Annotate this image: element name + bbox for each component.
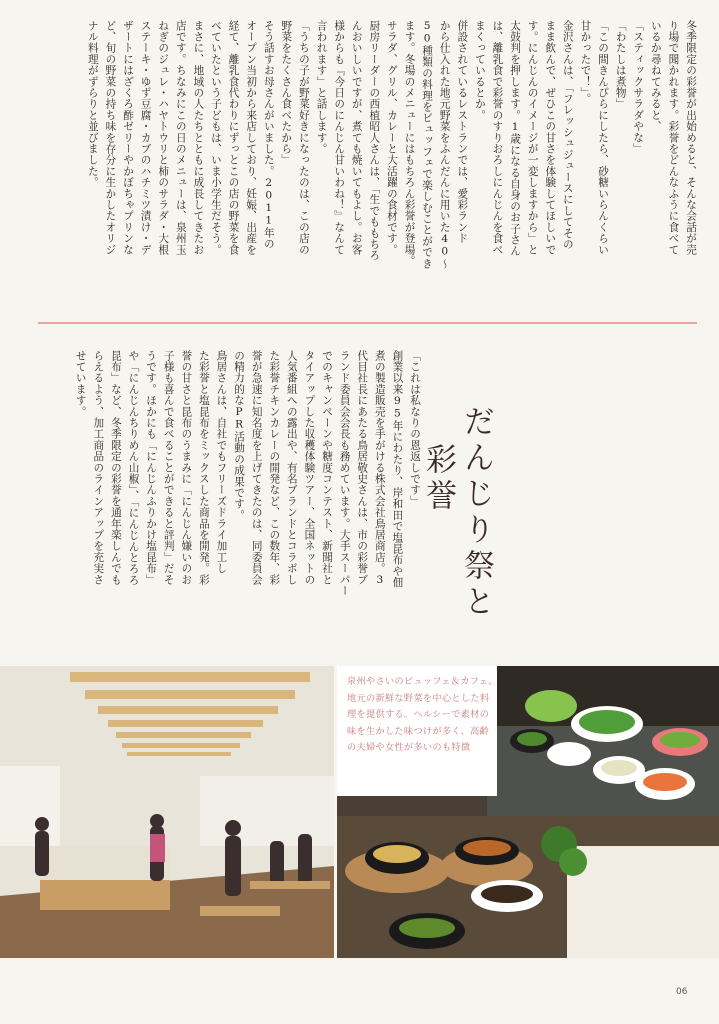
photo-caption: [337, 666, 497, 796]
text-line: 「スティックサラダやな」: [632, 20, 645, 155]
text-line: 併設されているレストランでは、愛彩ランド: [456, 20, 469, 244]
text-line: サラダ、グリル、カレーと大活躍の食材です。: [385, 20, 398, 256]
text-line: 言われます」と話します。: [315, 20, 328, 155]
text-line: 50種類の料理をビュッフェで楽しむことができ: [421, 20, 434, 270]
section-title-line: だんじり祭と: [458, 405, 494, 621]
text-line: 「この間きんぴらにしたら、砂糖いらんくらい: [597, 20, 610, 256]
text-line: 甘かったで！」。: [579, 20, 592, 105]
text-line: り場で聞かれます。彩誉をどんなふうに食べて: [667, 20, 680, 256]
text-line: んおいしいですが、煮ても焼いてもよし。お客: [350, 20, 363, 256]
text-line: の精力的なPR活動の成果です。: [233, 350, 246, 521]
text-line: 「これは私なりの恩返しです」: [409, 350, 421, 507]
text-line: 金沢さんは、「フレッシュジュースにしてその: [561, 20, 574, 250]
text-line: 誉の甘さと昆布のうまみに「にんじん嫌いのお: [180, 350, 193, 586]
section-title-line: 彩誉: [420, 443, 456, 515]
text-line: 「わたしは煮物」: [614, 20, 627, 110]
text-line: 煮の製造販売を手がける株式会社鳥居商店。3: [373, 350, 386, 587]
text-line: ランド委員会会長も務めています。大手スーパー: [338, 350, 351, 597]
text-line: まさに、地域の人たちとともに成長してきたお: [192, 20, 205, 256]
text-line: 冬季限定の彩誉が出始めると、そんな会話が売: [685, 20, 697, 256]
text-line: 誉が急速に知名度を上げてきたのは、同委員会: [250, 350, 263, 586]
article-top-text: [39, 20, 699, 312]
article-bottom-text-right: [503, 350, 699, 652]
text-line: ど、旬の野菜の持ち味を存分に生かしたオリジ: [104, 20, 117, 256]
restaurant-interior-illustration: [0, 666, 334, 958]
text-line: た彩誉チキンカレーの開発など、この数年、彩: [268, 350, 281, 586]
text-line: せています。: [74, 350, 87, 418]
text-line: タイアップした収穫体験ツアー、全国ネットの: [303, 350, 316, 586]
text-line: ザートにはざくろ酢ゼリーやかぼちゃプリンな: [122, 20, 134, 256]
text-line: 様からも『今日のにんじん甘いわね！』なんて: [333, 20, 346, 256]
text-line: 子様も喜んで食べることができると評判」だそ: [162, 350, 175, 586]
text-line: まくっているとか。: [473, 20, 486, 121]
text-line: 野菜をたくさん食べたから」: [280, 20, 293, 166]
text-line: そう話すお母さんがいました。2011年の: [262, 20, 275, 250]
text-line: らえるよう、加工商品のラインアップを充実さ: [92, 350, 105, 586]
text-line: 厨房リーダーの西植昭人さんは、「生でももちろ: [368, 20, 381, 262]
text-line: ます。冬場のメニューにはもちろん彩誉が登場。: [403, 20, 416, 267]
text-line: 鳥居さんは、自社でもフリーズドライ加工し: [215, 350, 228, 574]
text-line: から仕入れた地元野菜をふんだんに用いた40〜: [438, 20, 451, 270]
text-line: す。にんじんのイメージが一変しますから」と: [526, 20, 539, 256]
text-line: でのキャンペーンや糖度コンテスト、新聞社と: [321, 350, 334, 586]
text-line: ステーキ・ゆず豆腐・カブのハチミツ漬け・デ: [139, 20, 152, 256]
caption-line: 味を生かした味つけが多く、高齢: [347, 725, 490, 737]
text-line: うです。ほかにも「にんじんふりかけ塩昆布」: [145, 350, 158, 586]
text-line: 経て、離乳食代わりにずっとこの店の野菜を食: [227, 20, 240, 256]
text-line: 創業以来95年にわたり、岸和田で塩昆布や佃: [391, 350, 404, 588]
text-line: オープン当初から来店しており、妊娠、出産を: [245, 20, 258, 256]
page-number: 06: [676, 987, 688, 997]
text-line: 太鼓判を押します。1歳になる自身のお子さん: [509, 20, 522, 257]
text-line: 代目社長にあたる鳥居敬史さんは、市の彩誉ブ: [356, 350, 369, 586]
text-line: 人気番組への露出や、有名ブランドとコラボし: [285, 350, 298, 586]
caption-line: 地元の新鮮な野菜を中心とした料: [347, 692, 490, 704]
section-divider: [38, 322, 697, 324]
text-line: ナル料理がずらりと並びました。: [86, 20, 99, 188]
text-line: や「にんじんちりめん山椒」、「にんじんとろろ: [127, 350, 140, 586]
text-line: べていたという子どもは、いま小学生だそう。: [209, 20, 222, 256]
text-line: た彩誉と塩昆布をミックスした商品を開発。彩: [197, 350, 210, 586]
text-line: ねぎのジュレ・ハヤトウリと柿のサラダ・大根: [157, 20, 170, 256]
article-bottom-text: [39, 350, 423, 652]
restaurant-interior-photo: [0, 666, 334, 958]
text-line: 店です。ちなみにこの日のメニューは、泉州玉: [174, 20, 187, 256]
section-title: [419, 405, 495, 621]
text-line: 「うちの子が野菜好きになったのは、この店の: [297, 20, 310, 256]
caption-line: 理を提供する。ヘルシーで素材の: [347, 709, 490, 720]
text-line: 昆布」など、冬季限定の彩誉を通年楽しんでも: [109, 350, 122, 586]
caption-line: 泉州やさいのビュッフェ＆カフェ。: [347, 676, 498, 687]
text-line: まま飲んで、ぜひこの甘さを体験してほしいで: [544, 20, 557, 256]
text-line: いるか尋ねてみると、: [649, 20, 662, 132]
caption-line: の夫婦や女性が多いのも特徴: [347, 742, 471, 753]
text-line: は、離乳食で彩誉のすりおろしにんじんを食べ: [491, 20, 504, 256]
